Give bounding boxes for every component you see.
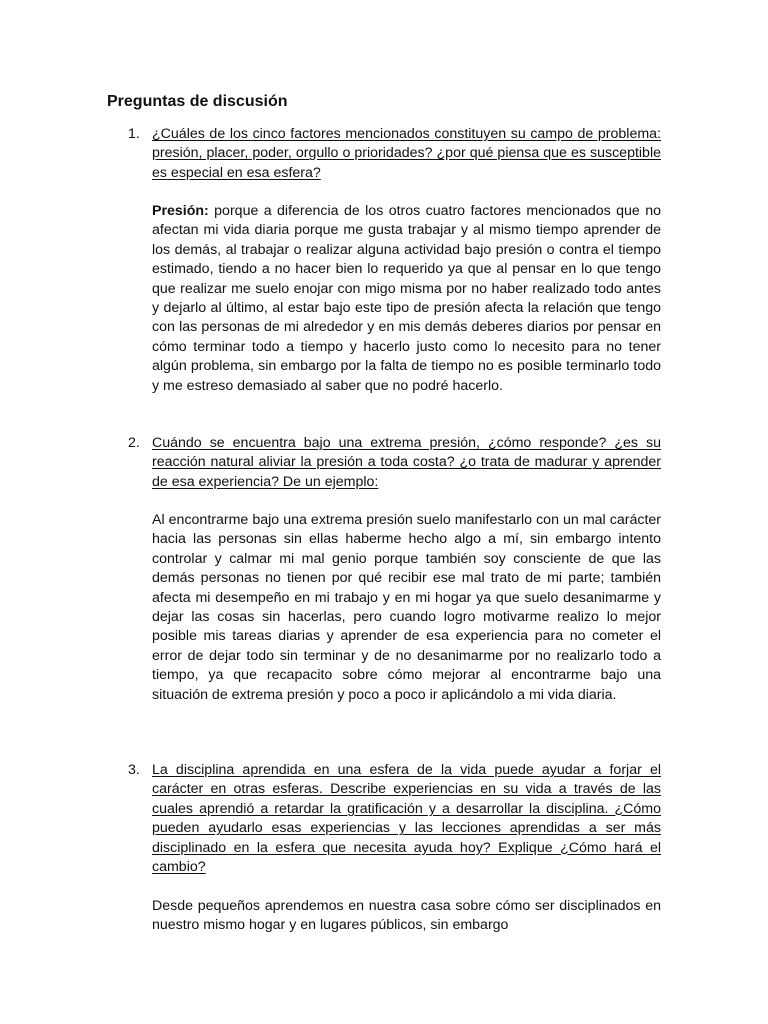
answer-1-label: Presión: xyxy=(152,203,209,219)
answer-1-text: porque a diferencia de los otros cuatro factores mencionados que no afectan mi vida diaria porque me gusta trabajar y al mismo tiempo aprender de los demás, al trabajar o realizar alguna actividad bajo presión o contra el tiempo estimado, tiendo a no hacer bien lo requerido ya que al pensar en lo que tengo que realizar me suelo enojar con migo misma por no haber realizado todo antes y dejarlo al último, al estar bajo este tipo de presión afecta la relación que tengo con las personas de mi alrededor y en mis demás deberes diarios por pensar en cómo terminar todo a tiempo y hacerlo justo como lo necesito para no tener algún problema, sin embargo por la falta de tiempo no es posible terminarlo todo y me estreso demasiado al saber que no podré hacerlo. xyxy=(152,203,661,394)
page-title: Preguntas de discusión xyxy=(107,93,288,110)
question-2-number: 2. xyxy=(128,435,140,451)
question-3-text: La disciplina aprendida en una esfera de la vida puede ayudar a forjar el carácter en otras esferas. Describe experiencias en su vida a través de las cuales aprendió a retardar la gratificación y a desarrollar la disciplina. ¿Cómo pueden ayudarlo esas experiencias y las lecciones aprendidas a ser más disciplinado en la esfera que necesita ayuda hoy? Explique ¿Cómo hará el cambio? xyxy=(152,762,661,876)
question-1-text: ¿Cuáles de los cinco factores mencionados constituyen su campo de problema: presión, placer, poder, orgullo o prioridades? ¿por qué piensa que es susceptible es especial en esa esfera? xyxy=(152,126,661,181)
question-1-number: 1. xyxy=(128,126,140,142)
question-2-text: Cuándo se encuentra bajo una extrema presión, ¿cómo responde? ¿es su reacción natural aliviar la presión a toda costa? ¿o trata de madurar y aprender de esa experiencia? De un ejemplo: xyxy=(152,435,661,490)
answer-1 xyxy=(152,202,661,396)
question-3-number: 3. xyxy=(128,762,140,778)
answer-2-text: Al encontrarme bajo una extrema presión suelo manifestarlo con un mal carácter hacia las personas sin ellas haberme hecho algo a mí, sin embargo intento controlar y calmar mi mal genio porque también soy consciente de que las demás personas no tienen por qué recibir ese mal trato de mi parte; también afecta mi desempeño en mi trabajo y en mi hogar ya que suelo desanimarme y dejar las cosas sin hacerlas, pero cuando logro motivarme realizo lo mejor posible mis tareas diarias y aprender de esa experiencia para no cometer el error de dejar todo sin terminar y de no desanimarme por no realizarlo todo a tiempo, ya que recapacito sobre cómo mejorar al encontrarme bajo una situación de extrema presión y poco a poco ir aplicándolo a mi vida diaria. xyxy=(152,512,661,703)
answer-3-text: Desde pequeños aprendemos en nuestra casa sobre cómo ser disciplinados en nuestro mismo hogar y en lugares públicos, sin embargo xyxy=(152,898,661,934)
